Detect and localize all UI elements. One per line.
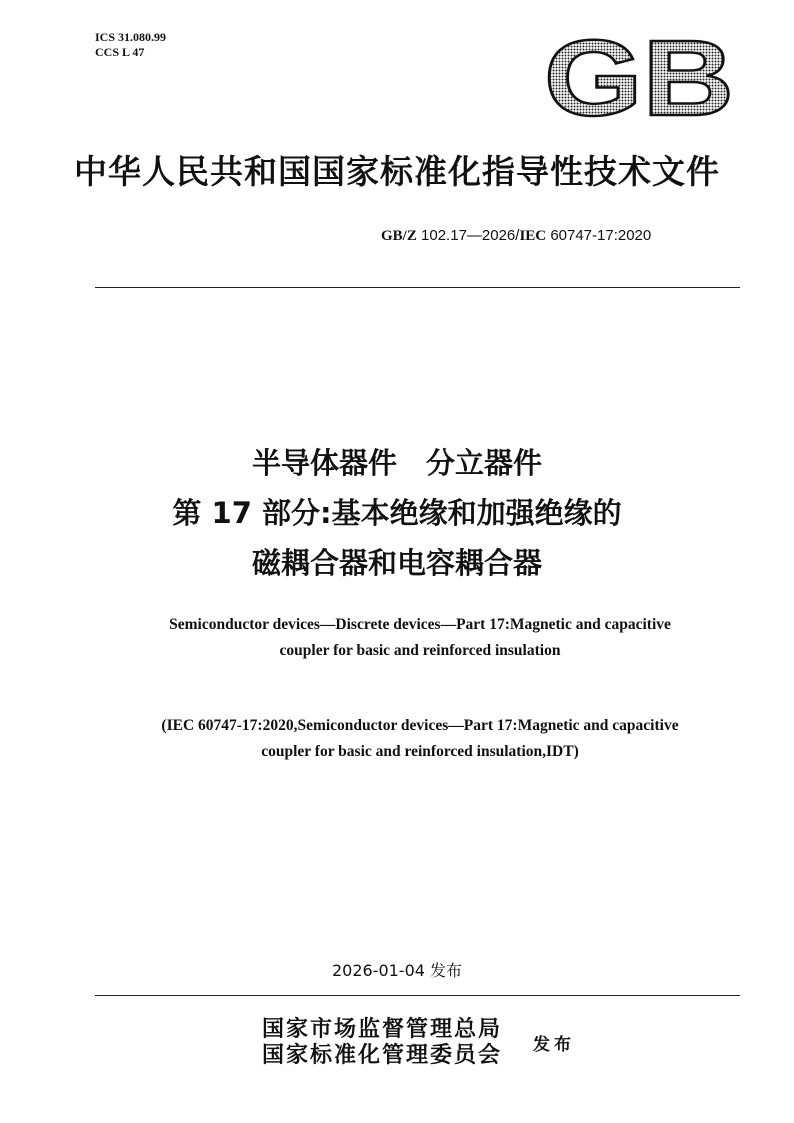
standard-number [381,227,651,245]
chinese-title-line-1: 半导体器件 分立器件 [251,446,542,480]
english-title [90,612,750,664]
classification-codes [95,30,166,60]
std-prefix: GB/Z [381,228,417,244]
gb-logo [540,33,738,123]
issuer-samr: 国家市场监督管理总局 [262,1016,503,1042]
issuer-sac: 国家标准化管理委员会 [262,1042,503,1068]
english-title-line-2: coupler for basic and reinforced insulation [279,642,561,659]
iec-equivalence [90,713,750,765]
document-type-title: 中华人民共和国国家标准化指导性技术文件 [74,152,720,191]
publish-label: 发布 [533,1035,575,1055]
top-divider [95,287,740,288]
chinese-title-line-3: 磁耦合器和电容耦合器 [251,546,542,580]
iec-line-2: coupler for basic and reinforced insulation,IDT) [261,743,579,760]
iec-line-1: (IEC 60747-17:2020,Semiconductor devices—Part 17:Magnetic and capacitive [161,717,679,734]
issuing-authorities [262,1016,502,1068]
chinese-title-line-2: 第 17 部分:基本绝缘和加强绝缘的 [172,496,622,530]
std-rest: 102.17—2026/ [421,227,520,244]
issue-date: 2026-01-04 发布 [331,961,463,980]
std-iec-rest: 60747-17:2020 [550,227,652,244]
english-title-line-1: Semiconductor devices—Discrete devices—Part 17:Magnetic and capacitive [169,616,671,633]
bottom-divider [95,995,740,996]
ics-code: ICS 31.080.99 [95,30,167,44]
logo-text: GB [544,33,734,123]
std-iec-prefix: IEC [519,228,547,244]
ccs-code: CCS L 47 [95,45,145,59]
chinese-title [0,438,794,588]
